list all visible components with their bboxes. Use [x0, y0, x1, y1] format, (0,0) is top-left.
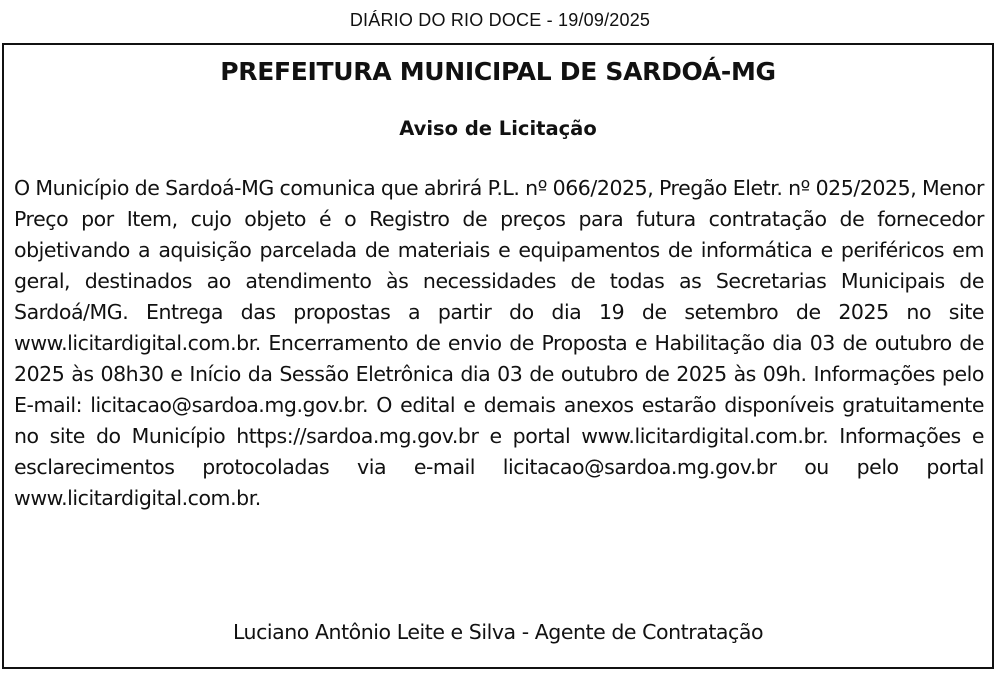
signature-line: Luciano Antônio Leite e Silva - Agente de Contratação: [232, 620, 764, 644]
organization-title: PREFEITURA MUNICIPAL DE SARDOÁ-MG: [220, 57, 776, 86]
notice-body: O Município de Sardoá-MG comunica que abrirá P.L. nº 066/2025, Pregão Eletr. nº 025/2025, Menor Preço por Item, cujo objeto é o Registro de preços para futura contratação de fornecedor objetivando a aquisição parcelada de materiais e equipamentos de informática e periféricos em geral, destinados ao atendimento às necessidades de todas as Secretarias Municipais de Sardoá/MG. Entrega das propostas a partir do dia 19 de setembro de 2025 no site www.licitardigital.com.br. Encerramento de envio de Proposta e Habilitação dia 03 de outubro de 2025 às 08h30 e Início da Sessão Eletrônica dia 03 de outubro de 2025 às 09h. Informações pelo E-mail: licitacao@sardoa.mg.gov.br. O edital e demais anexos estarão disponíveis gratuitamente no site do Município https://sardoa.mg.gov.br e portal www.licitardigital.com.br. Informações e esclarecimentos protocoladas via e-mail licitacao@sardoa.mg.gov.br ou pelo portal www.licitardigital.com.br.: [14, 176, 984, 510]
notice-box: [2, 43, 994, 669]
notice-title: Aviso de Licitação: [399, 117, 597, 140]
newspaper-header: DIÁRIO DO RIO DOCE - 19/09/2025: [349, 10, 651, 30]
